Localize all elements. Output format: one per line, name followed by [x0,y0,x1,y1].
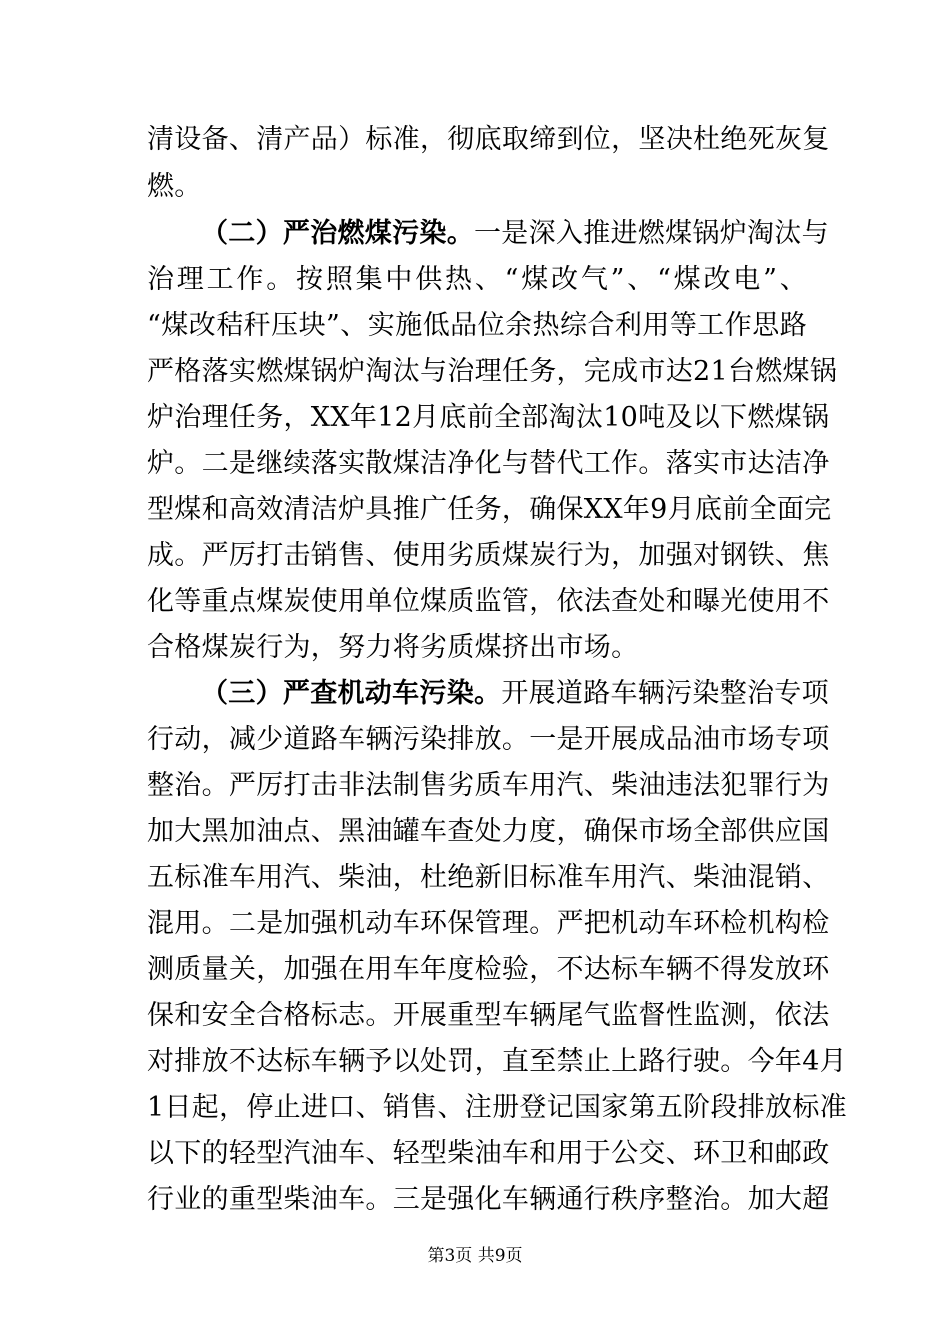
line-text: 开展道路车辆污染整治专项 [501,678,829,709]
body-line [147,1086,847,1130]
body-line [147,304,807,348]
line-text: 行业的重型柴油车。三是强化车辆通行秩序整治。加大超 [147,1184,830,1215]
line-text: 一是深入推进燃煤锅炉淘汰与 [474,218,829,249]
body-line [147,764,830,808]
body-line [147,396,830,440]
line-text: 化等重点煤炭使用单位煤质监管，依法查处和曝光使用不 [147,586,830,617]
line-text: 保和安全合格标志。开展重型车辆尾气监督性监测，依法 [147,1000,830,1031]
body-line [147,1178,830,1222]
section-heading: （二）严治燃煤污染。 [201,218,474,249]
body-line [147,165,807,209]
line-text: 清设备、清产品）标准，彻底取缔到位，坚决杜绝死灰复 [147,124,830,155]
line-text: 1日起，停止进口、销售、注册登记国家第五阶段排放标准 [147,1092,847,1123]
line-text: 成。严厉打击销售、使用劣质煤炭行为，加强对钢铁、焦 [147,540,830,571]
line-text: 加大黑加油点、黑油罐车查处力度，确保市场全部供应国 [147,816,830,847]
line-text: 混用。二是加强机动车环保管理。严把机动车环检机构检 [147,908,830,939]
body-line [147,1040,847,1084]
line-text: 五标准车用汽、柴油，杜绝新旧标准车用汽、柴油混销、 [147,862,830,893]
line-text: 整治。严厉打击非法制售劣质车用汽、柴油违法犯罪行为 [147,770,830,801]
line-text: 以下的轻型汽油车、轻型柴油车和用于公交、环卫和邮政 [147,1138,830,1169]
body-line [147,118,830,162]
body-line [147,902,830,946]
line-text: 行动，减少道路车辆污染排放。一是开展成品油市场专项 [147,724,830,755]
body-line [147,1132,830,1176]
body-line [147,856,830,900]
body-line [147,718,830,762]
line-text: “煤改秸秆压块”、实施低品位余热综合利用等工作思路 [147,310,807,341]
line-text: 对排放不达标车辆予以处罚，直至禁止上路行驶。今年4月 [147,1046,847,1077]
line-text: 炉。二是继续落实散煤洁净化与替代工作。落实市达洁净 [147,448,830,479]
line-text: 炉治理任务，XX年12月底前全部淘汰10吨及以下燃煤锅 [147,402,830,433]
section-heading-line [201,212,829,256]
body-line [147,350,838,394]
body-line [147,626,807,670]
page-number: 第3页 共9页 [427,1246,523,1266]
line-text: 型煤和高效清洁炉具推广任务，确保XX年9月底前全面完 [147,494,832,525]
section-heading-line [201,672,829,716]
body-line [147,948,830,992]
line-text: 合格煤炭行为，努力将劣质煤挤出市场。 [147,632,639,663]
line-text: 治理工作。按照集中供热、“煤改气”、“煤改电”、 [147,264,807,295]
line-text: 燃。 [147,171,202,202]
body-line [147,258,807,302]
body-line [147,534,830,578]
section-heading: （三）严查机动车污染。 [201,678,502,709]
page-footer [0,1244,950,1268]
body-line [147,442,830,486]
body-line [147,810,830,854]
line-text: 测质量关，加强在用车年度检验，不达标车辆不得发放环 [147,954,830,985]
body-line [147,994,830,1038]
body-line [147,488,832,532]
line-text: 严格落实燃煤锅炉淘汰与治理任务，完成市达21台燃煤锅 [147,356,838,387]
body-line [147,580,830,624]
